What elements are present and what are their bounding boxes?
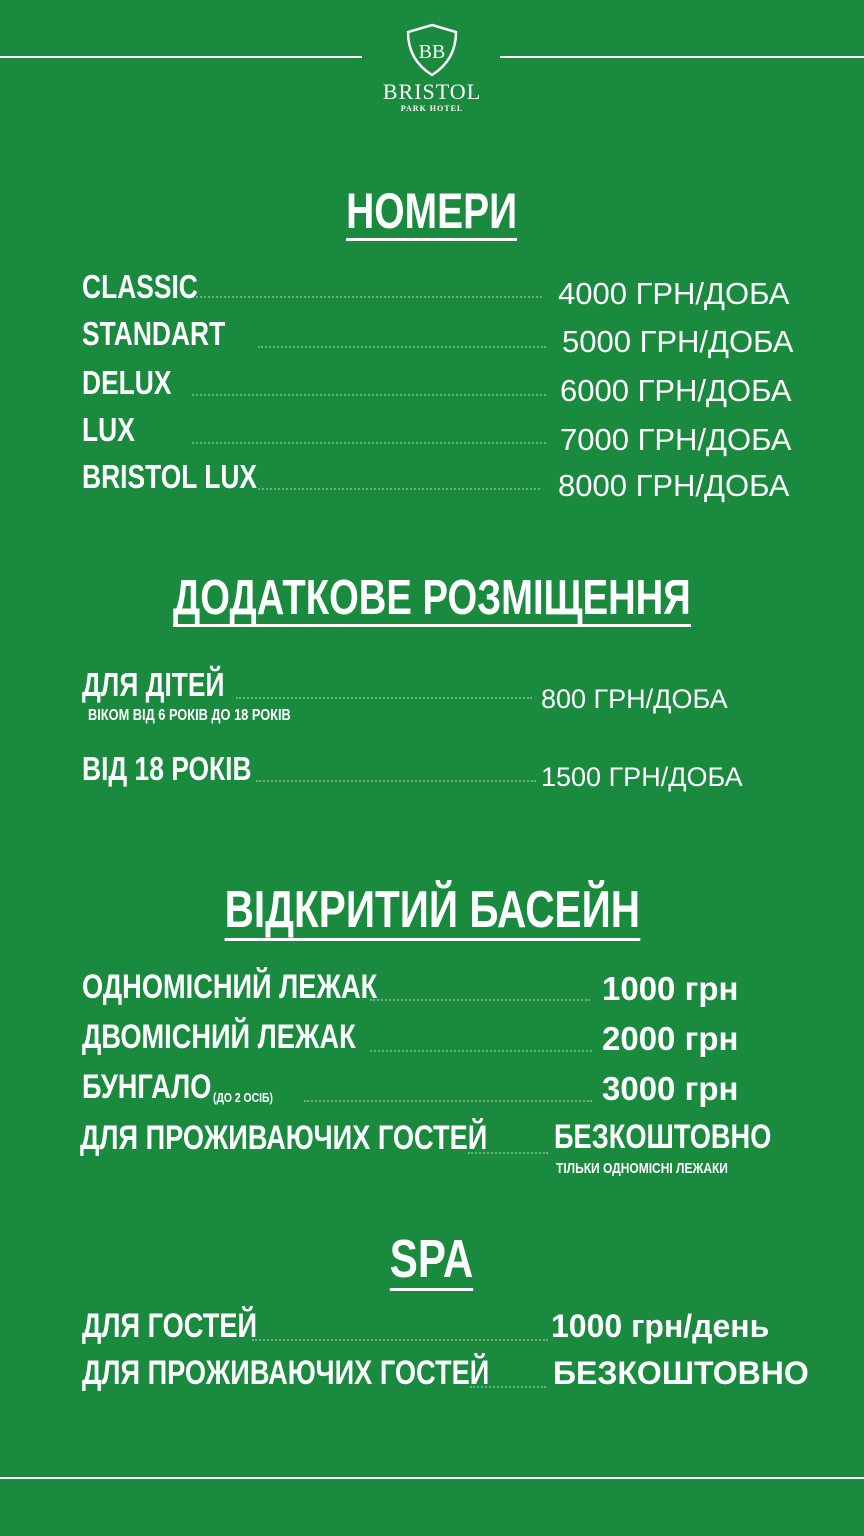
hotel-logo xyxy=(375,22,489,114)
room-label: LUX xyxy=(82,411,135,448)
pool-price: БЕЗКОШТОВНО xyxy=(554,1118,772,1156)
pool-heading: ВІДКРИТИЙ БАСЕЙН xyxy=(224,881,640,939)
pool-price: 3000 грн xyxy=(602,1070,739,1107)
leader-dots xyxy=(252,1339,548,1341)
room-price: 4000 ГРН/ДОБА xyxy=(558,276,790,311)
spa-price: БЕЗКОШТОВНО xyxy=(553,1355,809,1391)
leader-dots xyxy=(192,296,542,298)
room-label: STANDART xyxy=(82,315,226,352)
leader-dots xyxy=(256,780,536,782)
leader-dots xyxy=(192,394,546,396)
leader-dots xyxy=(370,1050,592,1052)
spa-price: 1000 грн/день xyxy=(551,1308,770,1344)
header-rule-left xyxy=(0,56,362,58)
leader-dots xyxy=(192,442,546,444)
extra-price: 1500 ГРН/ДОБА xyxy=(541,762,743,792)
pool-price-note: ТІЛЬКИ ОДНОМІСНІ ЛЕЖАКИ xyxy=(556,1160,728,1177)
brand-subtitle: PARK HOTEL xyxy=(400,104,464,113)
extra-price: 800 ГРН/ДОБА xyxy=(541,684,728,714)
leader-dots xyxy=(370,999,590,1001)
extra-label: ВІД 18 РОКІВ xyxy=(82,750,252,787)
spa-label: ДЛЯ ПРОЖИВАЮЧИХ ГОСТЕЙ xyxy=(82,1354,490,1392)
pool-label: ОДНОМІСНИЙ ЛЕЖАК xyxy=(82,968,378,1006)
leader-dots xyxy=(304,1100,592,1102)
spa-label: ДЛЯ ГОСТЕЙ xyxy=(82,1307,258,1345)
leader-dots xyxy=(258,488,540,490)
room-price: 5000 ГРН/ДОБА xyxy=(562,324,794,359)
room-price: 8000 ГРН/ДОБА xyxy=(558,468,790,503)
spa-heading: SPA xyxy=(390,1229,474,1289)
footer-rule xyxy=(0,1477,864,1479)
room-label: BRISTOL LUX xyxy=(82,458,258,495)
leader-dots xyxy=(468,1152,548,1154)
room-label: DELUX xyxy=(82,364,172,401)
extra-heading: ДОДАТКОВЕ РОЗМІЩЕННЯ xyxy=(0,570,864,627)
pool-label: БУНГАЛО xyxy=(82,1068,212,1106)
pool-label: ДЛЯ ПРОЖИВАЮЧИХ ГОСТЕЙ xyxy=(80,1119,488,1157)
pool-label: ДВОМІСНИЙ ЛЕЖАК xyxy=(82,1018,356,1056)
brand-name: BRISTOL xyxy=(382,79,482,104)
extra-note: ВІКОМ ВІД 6 РОКІВ ДО 18 РОКІВ xyxy=(88,707,291,724)
pool-label-note: (ДО 2 ОСІБ) xyxy=(213,1090,273,1105)
pool-price: 2000 грн xyxy=(602,1020,739,1057)
extra-label: ДЛЯ ДІТЕЙ xyxy=(82,666,225,703)
rooms-heading: НОМЕРИ xyxy=(346,183,518,239)
leader-dots xyxy=(258,346,546,348)
crest-icon xyxy=(404,22,460,78)
logo-monogram: BB xyxy=(418,41,446,63)
leader-dots xyxy=(236,697,532,699)
pool-price: 1000 грн xyxy=(602,970,739,1007)
leader-dots xyxy=(470,1386,546,1388)
room-price: 6000 ГРН/ДОБА xyxy=(560,373,792,408)
room-label: CLASSIC xyxy=(82,268,198,305)
header-rule-right xyxy=(500,56,864,58)
room-price: 7000 ГРН/ДОБА xyxy=(560,422,792,457)
